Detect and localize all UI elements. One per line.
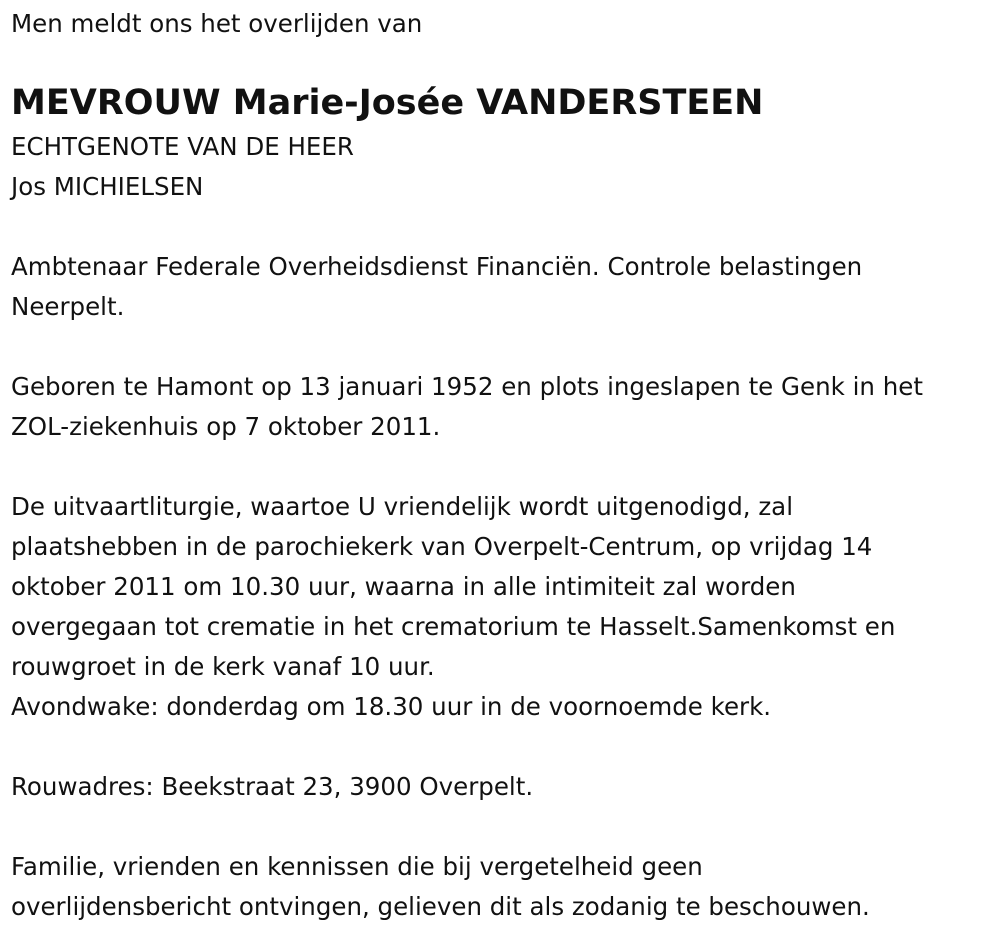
occupation-line-1: Ambtenaar Federale Overheidsdienst Financiën. Controle belastingen xyxy=(11,252,863,281)
funeral-paragraph xyxy=(11,487,996,727)
spouse-name-line: Jos MICHIELSEN xyxy=(11,172,204,201)
spouse-title-line: ECHTGENOTE VAN DE HEER xyxy=(11,132,354,161)
funeral-line-3: oktober 2011 om 10.30 uur, waarna in alle intimiteit zal worden xyxy=(11,572,796,601)
spouse-block xyxy=(11,127,996,207)
intro-line: Men meldt ons het overlijden van xyxy=(11,9,423,38)
closing-line-2: overlijdensbericht ontvingen, gelieven dit als zodanig te beschouwen. xyxy=(11,892,870,921)
birth-death-line-2: ZOL-ziekenhuis op 7 oktober 2011. xyxy=(11,412,441,441)
birth-death-line-1: Geboren te Hamont op 13 januari 1952 en plots ingeslapen te Genk in het xyxy=(11,372,923,401)
occupation-line-2: Neerpelt. xyxy=(11,292,125,321)
death-notice xyxy=(11,0,996,927)
birth-death-paragraph xyxy=(11,367,996,447)
occupation-paragraph xyxy=(11,247,996,327)
funeral-line-1: De uitvaartliturgie, waartoe U vriendelijk wordt uitgenodigd, zal xyxy=(11,492,794,521)
mourning-address-paragraph xyxy=(11,767,996,807)
funeral-line-4: overgegaan tot crematie in het crematorium te Hasselt.Samenkomst en xyxy=(11,612,896,641)
funeral-line-2: plaatshebben in de parochiekerk van Overpelt-Centrum, op vrijdag 14 xyxy=(11,532,873,561)
funeral-line-5: rouwgroet in de kerk vanaf 10 uur. xyxy=(11,652,435,681)
deceased-name: MEVROUW Marie-Josée VANDERSTEEN xyxy=(11,83,764,123)
closing-paragraph xyxy=(11,847,996,927)
wake-line: Avondwake: donderdag om 18.30 uur in de voornoemde kerk. xyxy=(11,692,772,721)
mourning-address-line: Rouwadres: Beekstraat 23, 3900 Overpelt. xyxy=(11,772,534,801)
closing-line-1: Familie, vrienden en kennissen die bij vergetelheid geen xyxy=(11,852,703,881)
